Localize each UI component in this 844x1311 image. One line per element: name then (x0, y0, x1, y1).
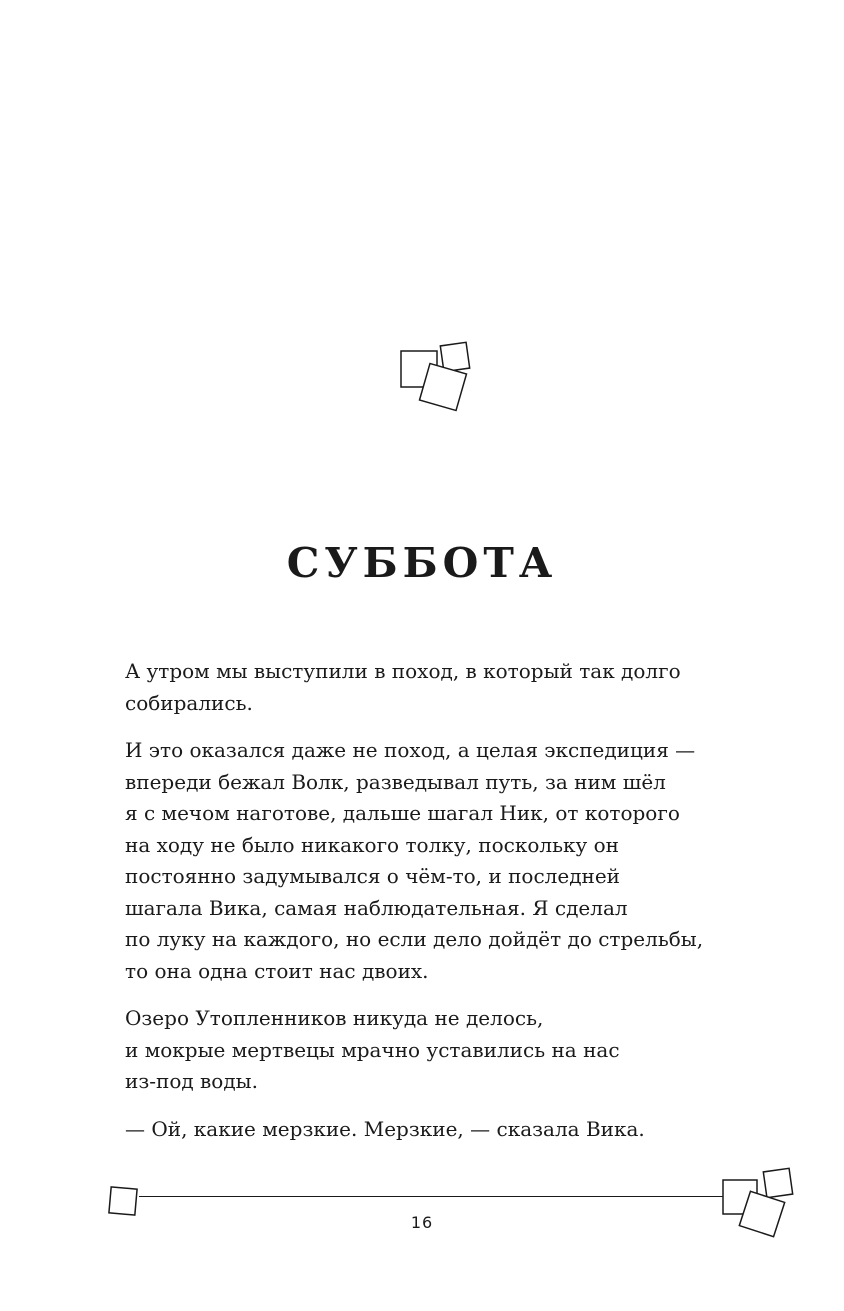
text-line: то она одна стоит нас двоих. (125, 958, 429, 983)
chapter-text (125, 656, 765, 1161)
text-line: собирались. (125, 690, 253, 715)
text-line: по луку на каждого, но если дело дойдёт до стрельбы, (125, 927, 704, 951)
text-line: И это оказался даже не поход, а целая экспедиция — (125, 738, 696, 762)
text-line: А утром мы выступили в поход, в который так долго (125, 659, 681, 683)
text-line: Озеро Утопленников никуда не делось, (125, 1006, 544, 1030)
footer-rule (139, 1196, 723, 1197)
text-line: постоянно задумывался о чём-то, и последней (125, 864, 621, 888)
text-line: на ходу не было никакого толку, поскольку он (125, 832, 619, 857)
text-line: я с мечом наготове, дальше шагал Ник, от которого (125, 801, 680, 825)
paragraph (125, 1114, 765, 1146)
chapter-title: СУББОТА (286, 539, 558, 587)
paragraph (125, 1003, 765, 1098)
text-line: — Ой, какие мерзкие. Мерзкие, — сказала Вика. (125, 1116, 645, 1141)
chapter-ornament-squares-icon (396, 340, 476, 410)
page-number: 16 (410, 1213, 434, 1232)
text-line: впереди бежал Волк, разведывал путь, за ним шёл (125, 769, 666, 794)
paragraph (125, 735, 765, 987)
paragraph (125, 656, 765, 719)
text-line: из-под воды. (125, 1069, 258, 1093)
text-line: и мокрые мертвецы мрачно уставились на нас (125, 1037, 620, 1062)
text-line: шагала Вика, самая наблюдательная. Я сделал (125, 895, 628, 920)
